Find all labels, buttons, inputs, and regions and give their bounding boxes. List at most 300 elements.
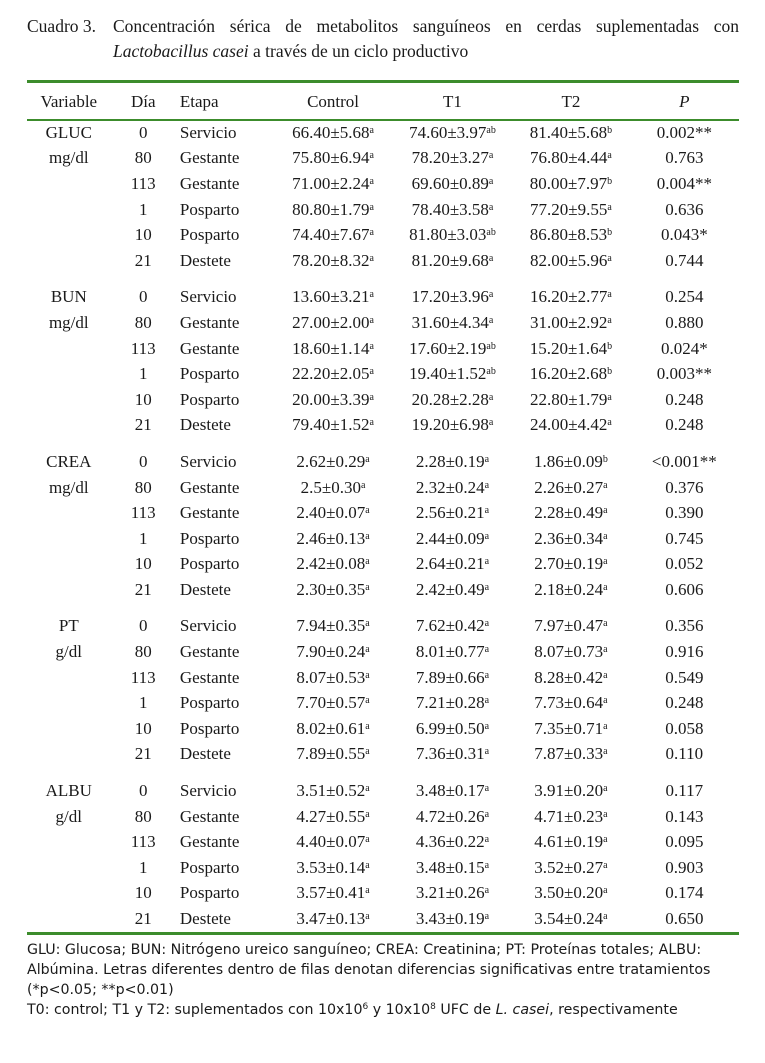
cell-etapa (176, 475, 273, 501)
cell-etapa (176, 577, 273, 603)
cell-control-letter: a (369, 150, 374, 162)
cell-etapa (176, 881, 273, 907)
table-row (27, 222, 739, 248)
cell-t1 (393, 500, 512, 526)
cell-t2-value: 86.80±8.53 (529, 225, 608, 245)
cell-control-value: 80.80±1.79 (292, 199, 370, 219)
cell-p-value: 0.390 (665, 503, 704, 523)
cell-t2-letter: a (603, 834, 608, 846)
cell-control-letter: a (365, 885, 370, 897)
table-row (27, 778, 739, 804)
cell-etapa-value: Posparto (179, 554, 240, 574)
header-t2: T2 (561, 92, 581, 111)
cell-t1-value: 81.80±3.03 (409, 225, 487, 245)
cell-p (630, 881, 739, 907)
cell-t1-value: 7.89±0.66 (415, 667, 485, 687)
cell-dia (111, 310, 176, 336)
cell-control-letter: a (361, 479, 366, 491)
cell-t2-value: 81.40±5.68 (529, 122, 608, 142)
cell-p (630, 310, 739, 336)
cell-p (630, 387, 739, 413)
cell-etapa-value: Gestante (179, 338, 240, 358)
cell-etapa-value: Gestante (179, 503, 240, 523)
cell-t1-letter: a (484, 885, 490, 897)
cell-etapa-value: Servicio (179, 122, 237, 142)
cell-p-value: 0.248 (665, 693, 704, 713)
cell-dia (111, 120, 176, 146)
variable-unit: mg/dl (48, 312, 89, 332)
cell-dia (111, 361, 176, 387)
cell-p-value: <0.001** (651, 451, 717, 471)
cell-t2-letter: a (603, 556, 608, 568)
cell-t1-letter: a (484, 720, 490, 732)
cell-p (630, 639, 739, 665)
cell-p-value: 0.763 (665, 148, 704, 168)
cell-t2 (512, 614, 629, 640)
cell-control-value: 3.51±0.52 (296, 781, 366, 801)
cell-t2-value: 7.87±0.33 (534, 744, 604, 764)
cell-t1 (393, 361, 512, 387)
cell-t2 (512, 387, 629, 413)
cell-control-letter: a (369, 201, 374, 213)
variable-unit: g/dl (55, 806, 82, 826)
cell-etapa-value: Gestante (179, 312, 240, 332)
cell-control (273, 500, 392, 526)
table-row (27, 171, 739, 197)
header-control: Control (307, 92, 360, 111)
cell-control-value: 71.00±2.24 (292, 173, 370, 193)
cell-control (273, 829, 392, 855)
cell-etapa-value: Posparto (179, 883, 240, 903)
cell-dia (111, 171, 176, 197)
cell-t1-value: 2.28±0.19 (415, 451, 485, 471)
cell-control-letter: a (365, 720, 370, 732)
cell-t1 (393, 387, 512, 413)
variable-empty (27, 690, 111, 716)
cell-t1-value: 8.01±0.77 (415, 642, 485, 662)
cell-p (630, 248, 739, 274)
cell-control (273, 881, 392, 907)
cell-etapa (176, 310, 273, 336)
cell-t2-letter: a (603, 618, 608, 630)
cell-t2-letter: a (603, 885, 608, 897)
cell-etapa (176, 248, 273, 274)
variable-name: BUN (50, 287, 87, 307)
cell-p (630, 336, 739, 362)
cell-t1 (393, 855, 512, 881)
cell-t1 (393, 222, 512, 248)
cell-control-letter: a (365, 834, 370, 846)
cell-control-letter: a (365, 530, 370, 542)
cell-t1-value: 2.32±0.24 (415, 477, 485, 497)
cell-dia-value: 0 (138, 781, 148, 801)
cell-control-value: 13.60±3.21 (292, 287, 370, 307)
cell-t1-letter: a (484, 834, 490, 846)
cell-t1-value: 3.48±0.17 (415, 781, 485, 801)
cell-t1-letter: a (488, 289, 494, 301)
cell-etapa (176, 146, 273, 172)
cell-p (630, 778, 739, 804)
cell-t1 (393, 881, 512, 907)
cell-control (273, 248, 392, 274)
cell-control-value: 2.42±0.08 (296, 554, 366, 574)
cell-dia-value: 113 (130, 667, 156, 687)
cell-dia-value: 1 (138, 528, 148, 548)
cell-p-value: 0.024* (660, 338, 708, 358)
cell-t2 (512, 336, 629, 362)
cell-p-value: 0.549 (665, 667, 704, 687)
cell-p (630, 804, 739, 830)
cell-t2-letter: a (607, 289, 612, 301)
bottom-rule (27, 932, 739, 935)
cell-control-value: 2.5±0.30 (300, 477, 361, 497)
cell-t1 (393, 336, 512, 362)
cell-control-value: 3.53±0.14 (296, 857, 366, 877)
cell-p-value: 0.058 (665, 718, 704, 738)
cell-dia (111, 829, 176, 855)
cell-t1 (393, 906, 512, 932)
cell-p (630, 146, 739, 172)
cell-p-value: 0.003** (656, 364, 712, 384)
cell-t2 (512, 475, 629, 501)
cell-control-value: 22.20±2.05 (292, 364, 370, 384)
cell-control-value: 79.40±1.52 (292, 415, 370, 435)
cell-control-value: 20.00±3.39 (292, 389, 370, 409)
cell-dia-value: 0 (138, 122, 148, 142)
cell-dia (111, 413, 176, 439)
cell-t1-letter: a (484, 808, 490, 820)
cell-control-value: 2.40±0.07 (296, 503, 366, 523)
cell-t1-letter: a (488, 150, 494, 162)
cell-t1-letter: a (484, 453, 490, 465)
cell-t1-value: 69.60±0.89 (411, 173, 489, 193)
cell-dia (111, 778, 176, 804)
cell-t1 (393, 690, 512, 716)
cell-t2-letter: a (607, 314, 612, 326)
cell-t2 (512, 665, 629, 691)
cell-p (630, 526, 739, 552)
cell-control (273, 387, 392, 413)
cell-etapa (176, 171, 273, 197)
variable-empty (27, 906, 111, 932)
cell-control-value: 2.30±0.35 (296, 579, 366, 599)
cell-t2 (512, 881, 629, 907)
cell-control-letter: a (365, 669, 370, 681)
variable-empty (27, 248, 111, 274)
cell-p-value: 0.004** (656, 173, 712, 193)
cell-t1-value: 19.40±1.52 (409, 364, 487, 384)
cell-control-value: 8.02±0.61 (296, 718, 366, 738)
cell-control (273, 855, 392, 881)
cell-dia-value: 21 (134, 909, 152, 929)
cell-t1-letter: ab (486, 340, 496, 352)
cell-dia (111, 577, 176, 603)
cell-control-value: 27.00±2.00 (292, 312, 370, 332)
cell-etapa (176, 742, 273, 768)
cell-control (273, 614, 392, 640)
cell-dia-value: 10 (134, 718, 152, 738)
cell-etapa (176, 526, 273, 552)
cell-dia-value: 80 (134, 477, 152, 497)
cell-control-letter: a (369, 124, 374, 136)
cell-etapa (176, 500, 273, 526)
group-spacer (27, 767, 739, 778)
cell-t2-letter: a (603, 783, 608, 795)
cell-control-letter: a (365, 746, 370, 758)
cell-control-value: 7.70±0.57 (296, 693, 366, 713)
variable-unit: g/dl (55, 642, 82, 662)
cell-t2 (512, 120, 629, 146)
cell-t2-value: 82.00±5.96 (530, 250, 608, 270)
cell-etapa-value: Posparto (179, 528, 240, 548)
caption-text (113, 14, 739, 64)
cell-t2-letter: a (603, 746, 608, 758)
cell-p (630, 222, 739, 248)
top-rule (27, 80, 739, 83)
cell-t2 (512, 285, 629, 311)
cell-dia (111, 500, 176, 526)
cell-t1-letter: a (484, 618, 490, 630)
footnote-species: L. casei (495, 1002, 550, 1018)
cell-control (273, 310, 392, 336)
cell-dia (111, 906, 176, 932)
cell-t1-letter: a (484, 669, 490, 681)
table-caption (27, 14, 739, 64)
cell-t2 (512, 829, 629, 855)
cell-t1-letter: a (488, 252, 494, 264)
cell-p-value: 0.745 (665, 528, 704, 548)
cell-control-value: 7.90±0.24 (296, 642, 366, 662)
cell-t1-letter: a (484, 556, 490, 568)
cell-p-value: 0.248 (665, 415, 704, 435)
footnote-treatments (27, 1000, 739, 1020)
cell-etapa (176, 449, 273, 475)
table-row (27, 716, 739, 742)
cell-dia-value: 80 (134, 312, 152, 332)
cell-dia (111, 716, 176, 742)
footnote (27, 940, 739, 1020)
cell-t1-value: 17.60±2.19 (409, 338, 487, 358)
variable-unit: mg/dl (48, 148, 89, 168)
cell-dia-value: 0 (138, 287, 148, 307)
header-etapa: Etapa (179, 92, 219, 111)
cell-t1 (393, 804, 512, 830)
header-p: P (679, 92, 690, 111)
cell-t1-letter: a (484, 746, 490, 758)
cell-p-value: 0.356 (665, 616, 704, 636)
table-row (27, 413, 739, 439)
cell-t1-letter: a (484, 695, 490, 707)
cell-etapa-value: Posparto (179, 389, 240, 409)
cell-dia-value: 80 (134, 148, 152, 168)
cell-t1 (393, 614, 512, 640)
cell-control (273, 552, 392, 578)
cell-dia (111, 665, 176, 691)
cell-control (273, 285, 392, 311)
table-row (27, 639, 739, 665)
cell-etapa-value: Gestante (179, 148, 240, 168)
cell-etapa (176, 778, 273, 804)
cell-p-value: 0.636 (665, 199, 704, 219)
cell-etapa (176, 690, 273, 716)
cell-etapa (176, 906, 273, 932)
cell-control-letter: a (369, 289, 374, 301)
cell-control-value: 75.80±6.94 (292, 148, 370, 168)
cell-t2-letter: a (607, 417, 612, 429)
cell-t2 (512, 716, 629, 742)
cell-t2-letter: a (603, 695, 608, 707)
cell-p-value: 0.095 (665, 832, 704, 852)
cell-p (630, 413, 739, 439)
cell-t2-value: 7.73±0.64 (534, 693, 604, 713)
variable-name: CREA (46, 451, 92, 471)
cell-t2-letter: a (607, 391, 612, 403)
cell-t2-letter: a (603, 720, 608, 732)
cell-t1 (393, 742, 512, 768)
cell-t1 (393, 413, 512, 439)
cell-t1-value: 2.44±0.09 (415, 528, 485, 548)
cell-t1-value: 2.64±0.21 (415, 554, 485, 574)
cell-t2 (512, 500, 629, 526)
cell-control-letter: a (365, 453, 370, 465)
variable-empty (27, 171, 111, 197)
variable-name: GLUC (45, 122, 92, 142)
cell-t2 (512, 361, 629, 387)
cell-p (630, 742, 739, 768)
cell-control-letter: a (369, 227, 374, 239)
variable-name: PT (58, 616, 79, 636)
cell-t1-value: 2.42±0.49 (415, 579, 485, 599)
cell-dia-value: 113 (130, 503, 156, 523)
footnote-text-a: T0: control; T1 y T2: suplementados con 10x10 (27, 1002, 363, 1018)
cell-t1 (393, 577, 512, 603)
cell-t2-letter: a (603, 911, 608, 923)
cell-control-letter: a (369, 417, 374, 429)
cell-etapa-value: Gestante (179, 173, 240, 193)
cell-t1 (393, 248, 512, 274)
table-row (27, 285, 739, 311)
cell-t2-value: 80.00±7.97 (529, 173, 608, 193)
cell-dia-value: 21 (134, 744, 152, 764)
variable-empty (27, 361, 111, 387)
cell-control-letter: a (365, 505, 370, 517)
cell-dia (111, 285, 176, 311)
cell-p (630, 285, 739, 311)
variable-empty (27, 500, 111, 526)
cell-t2-letter: a (607, 201, 612, 213)
cell-dia (111, 146, 176, 172)
cell-t2 (512, 449, 629, 475)
cell-p (630, 197, 739, 223)
cell-t2-letter: a (607, 252, 612, 264)
cell-p-value: 0.903 (665, 857, 704, 877)
table-row (27, 665, 739, 691)
cell-dia (111, 387, 176, 413)
cell-t2-letter: b (602, 453, 608, 465)
cell-t2 (512, 310, 629, 336)
cell-dia-value: 1 (138, 857, 148, 877)
cell-control-letter: a (365, 556, 370, 568)
variable-empty (27, 387, 111, 413)
cell-p-value: 0.744 (665, 250, 704, 270)
cell-dia-value: 10 (134, 883, 152, 903)
cell-t1-value: 3.43±0.19 (415, 909, 485, 929)
footnote-abbreviations: GLU: Glucosa; BUN: Nitrógeno ureico sanguíneo; CREA: Creatinina; PT: Proteínas totales; ALBU: Albúmina. Letras diferentes dentro de filas denotan diferencias significativas entre tratamientos (*p<0.05; **p<0.01) (27, 942, 711, 998)
cell-t1 (393, 146, 512, 172)
cell-etapa-value: Posparto (179, 199, 240, 219)
cell-p-value: 0.254 (665, 287, 704, 307)
caption-label: Cuadro 3. (27, 16, 97, 36)
cell-dia (111, 552, 176, 578)
cell-control-value: 74.40±7.67 (292, 225, 370, 245)
table-row (27, 906, 739, 932)
cell-dia (111, 222, 176, 248)
cell-t2 (512, 197, 629, 223)
cell-control-letter: a (365, 808, 370, 820)
cell-t1-value: 31.60±4.34 (411, 312, 489, 332)
cell-t2 (512, 778, 629, 804)
cell-etapa-value: Servicio (179, 287, 237, 307)
cell-p-value: 0.916 (665, 642, 704, 662)
cell-control-value: 7.94±0.35 (296, 616, 366, 636)
cell-p (630, 171, 739, 197)
footnote-exp-2: 8 (430, 1002, 436, 1012)
cell-etapa-value: Destete (179, 744, 231, 764)
cell-t1-value: 7.21±0.28 (415, 693, 485, 713)
cell-control (273, 171, 392, 197)
cell-t2-letter: a (603, 505, 608, 517)
variable-empty (27, 829, 111, 855)
cell-t1 (393, 197, 512, 223)
cell-control-value: 4.27±0.55 (296, 806, 366, 826)
cell-control-letter: a (369, 340, 374, 352)
cell-t2-letter: b (607, 175, 613, 187)
cell-etapa-value: Posparto (179, 718, 240, 738)
cell-t2-letter: a (603, 530, 608, 542)
table-row (27, 829, 739, 855)
cell-t1-value: 4.36±0.22 (415, 832, 485, 852)
footnote-text-b: y 10x10 (368, 1002, 431, 1018)
cell-t2-letter: b (607, 227, 613, 239)
cell-t1 (393, 526, 512, 552)
cell-t2 (512, 146, 629, 172)
cell-p-value: 0.117 (665, 781, 704, 801)
cell-t1-value: 7.62±0.42 (415, 616, 485, 636)
table-row (27, 500, 739, 526)
cell-control-value: 3.47±0.13 (296, 909, 366, 929)
cell-dia (111, 248, 176, 274)
cell-control (273, 526, 392, 552)
cell-t2 (512, 552, 629, 578)
cell-t1-letter: ab (486, 124, 496, 136)
cell-t2-value: 2.26±0.27 (534, 477, 604, 497)
cell-t1-letter: a (488, 417, 494, 429)
cell-etapa (176, 387, 273, 413)
cell-t2 (512, 413, 629, 439)
cell-etapa-value: Destete (179, 579, 231, 599)
cell-t2-value: 15.20±1.64 (529, 338, 608, 358)
cell-control (273, 639, 392, 665)
cell-etapa (176, 222, 273, 248)
cell-t2-letter: a (603, 644, 608, 656)
cell-dia (111, 742, 176, 768)
cell-t2-value: 31.00±2.92 (530, 312, 608, 332)
cell-t2 (512, 577, 629, 603)
cell-t2 (512, 855, 629, 881)
cell-t1-letter: a (484, 644, 490, 656)
cell-control-value: 3.57±0.41 (296, 883, 366, 903)
cell-dia (111, 614, 176, 640)
